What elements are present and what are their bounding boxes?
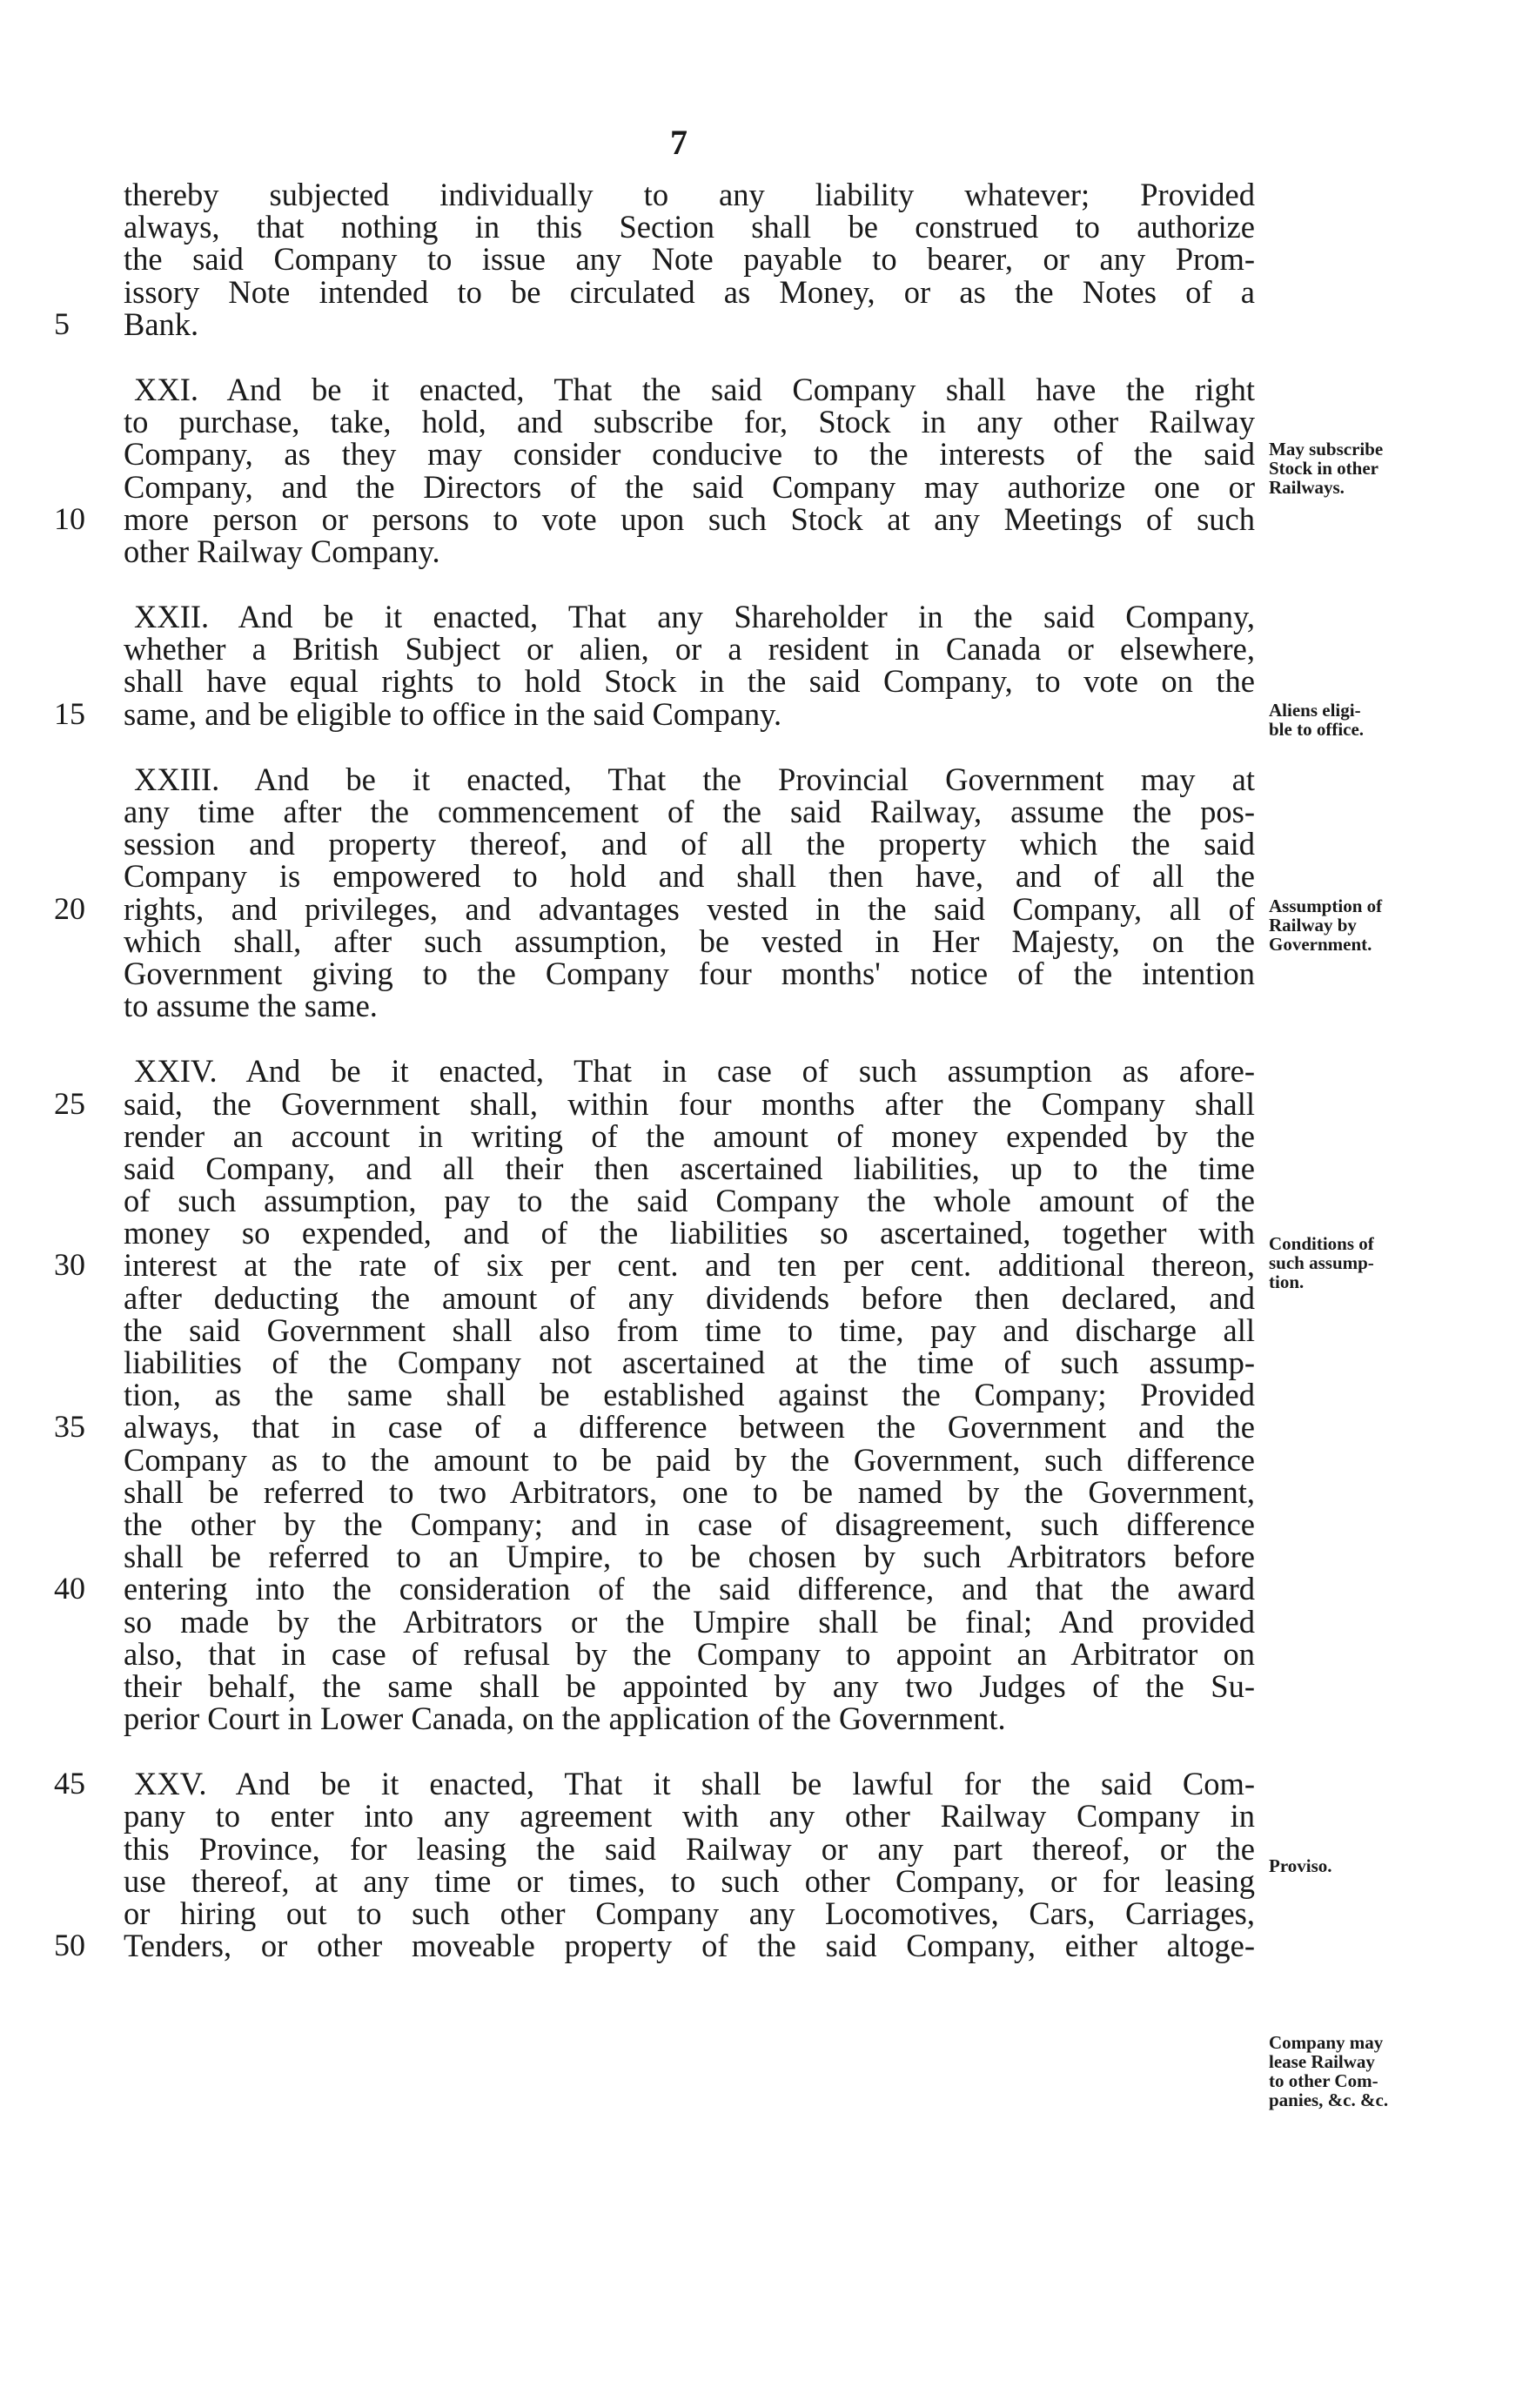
marginal-note-xxiv: Conditions of such assump- tion. <box>1269 1233 1374 1292</box>
marginal-note-xxiii: Assumption of Railway by Government. <box>1269 895 1383 955</box>
text-line: 35 always, that in case of a difference between the Government and the <box>54 1409 1255 1445</box>
section-xxi <box>54 371 1255 569</box>
text-line: the said Government shall also from time to time, pay and discharge all <box>124 1311 1255 1348</box>
text-line: shall be referred to an Umpire, to be chosen by such Arbitrators before <box>124 1539 1255 1575</box>
line-number: 15 <box>54 695 85 731</box>
text-line: 20 rights, and privileges, and advantages vested in the said Company, all of <box>54 890 1255 927</box>
line-number: 25 <box>54 1085 85 1121</box>
section-xxiv <box>54 1053 1255 1737</box>
text-line: also, that in case of refusal by the Company to appoint an Arbitrator on <box>124 1635 1255 1672</box>
section-continuation <box>54 177 1255 342</box>
text-line: 15 same, and be eligible to office in the said Company. <box>54 695 782 732</box>
text-line: any time after the commencement of the said Railway, assume the pos- <box>124 794 1255 829</box>
line-number: 10 <box>54 500 85 536</box>
text-line: Government giving to the Company four months' notice of the intention <box>124 955 1255 991</box>
text-line: Company, as they may consider conducive to the interests of the said <box>124 436 1255 473</box>
text-line: or hiring out to such other Company any Locomotives, Cars, Carriages, <box>124 1895 1255 1931</box>
text-line: after deducting the amount of any dividends before then declared, and <box>124 1279 1255 1316</box>
text-line: Company as to the amount to be paid by the Government, such difference <box>124 1441 1255 1478</box>
text-line: XXII. And be it enacted, That any Shareholder in the said Company, <box>134 599 1255 635</box>
text-line: shall be referred to two Arbitrators, one to be named by the Government, <box>124 1473 1255 1510</box>
section-xxii <box>54 599 1255 732</box>
text-line: perior Court in Lower Canada, on the application of the Government. <box>124 1700 1006 1737</box>
text-line: this Province, for leasing the said Railway or any part thereof, or the <box>124 1830 1255 1867</box>
text-line: of such assumption, pay to the said Company the whole amount of the <box>124 1183 1255 1219</box>
text-line: other Railway Company. <box>124 533 440 569</box>
body-text-column <box>54 177 1255 1964</box>
line-number: 40 <box>54 1571 85 1606</box>
text-line: 30 interest at the rate of six per cent. and ten per cent. additional thereon, <box>54 1247 1255 1284</box>
text-line: said Company, and all their then ascertained liabilities, up to the time <box>124 1150 1255 1186</box>
text-line: 45 XXV. And be it enacted, That it shall be lawful for the said Com- <box>54 1766 1255 1802</box>
text-line: the other by the Company; and in case of disagreement, such difference <box>124 1506 1255 1542</box>
text-line: always, that nothing in this Section shall be construed to authorize <box>124 209 1255 245</box>
text-line: so made by the Arbitrators or the Umpire shall be final; And provided <box>124 1603 1255 1640</box>
text-line: their behalf, the same shall be appointed by any two Judges of the Su- <box>124 1667 1255 1704</box>
section-xxv <box>54 1766 1255 1964</box>
line-number: 5 <box>54 305 70 341</box>
text-line: which shall, after such assumption, be vested in Her Majesty, on the <box>124 922 1255 959</box>
line-number: 20 <box>54 890 85 926</box>
text-line: XXI. And be it enacted, That the said Company shall have the right <box>134 371 1255 407</box>
text-line: pany to enter into any agreement with any other Railway Company in <box>124 1798 1255 1835</box>
line-number: 30 <box>54 1247 85 1283</box>
text-line: 25 said, the Government shall, within four months after the Company shall <box>54 1085 1255 1122</box>
text-line: Company, and the Directors of the said Company may authorize one or <box>124 468 1255 505</box>
text-line: XXIV. And be it enacted, That in case of such assumption as afore- <box>134 1053 1255 1090</box>
text-line: 40 entering into the consideration of the said difference, and that the award <box>54 1571 1255 1607</box>
text-line: XXIII. And be it enacted, That the Provincial Government may at <box>134 761 1255 797</box>
text-line: session and property thereof, and of all the property which the said <box>124 826 1255 862</box>
line-number: 50 <box>54 1928 85 1963</box>
text-line: whether a British Subject or alien, or a resident in Canada or elsewhere, <box>124 631 1255 667</box>
text-line: shall have equal rights to hold Stock in the said Company, to vote on the <box>124 663 1255 700</box>
text-line: money so expended, and of the liabilities so ascertained, together with <box>124 1215 1255 1251</box>
text-line: issory Note intended to be circulated as Money, or as the Notes of a <box>124 273 1255 310</box>
text-line: Company is empowered to hold and shall then have, and of all the <box>124 858 1255 895</box>
marginal-note-xxv: Company may lease Railway to other Com- panies, &c. &c. <box>1269 2032 1389 2110</box>
text-line: tion, as the same shall be established against the Company; Provided <box>124 1377 1255 1413</box>
text-line: use thereof, at any time or times, to such other Company, or for leasing <box>124 1862 1255 1899</box>
line-number: 35 <box>54 1409 85 1445</box>
text-line: 10 more person or persons to vote upon such Stock at any Meetings of such <box>54 500 1255 537</box>
text-line: to purchase, take, hold, and subscribe for, Stock in any other Railway <box>124 404 1255 440</box>
text-line: the said Company to issue any Note payable to bearer, or any Prom- <box>124 241 1255 278</box>
marginal-note-xxi: May subscribe Stock in other Railways. <box>1269 439 1384 498</box>
text-line: liabilities of the Company not ascertained at the time of such assump- <box>124 1345 1255 1380</box>
line-number: 45 <box>54 1766 85 1801</box>
marginal-note-proviso: Proviso. <box>1269 1855 1332 1876</box>
page-number: 7 <box>670 123 688 162</box>
text-line: thereby subjected individually to any liability whatever; Provided <box>124 177 1255 212</box>
marginal-note-xxii: Aliens eligi- ble to office. <box>1269 700 1365 740</box>
text-line: to assume the same. <box>124 988 378 1024</box>
section-xxiii <box>54 761 1255 1024</box>
text-line: render an account in writing of the amount of money expended by the <box>124 1117 1255 1154</box>
text-line: 5 Bank. <box>54 305 199 342</box>
text-line: 50 Tenders, or other moveable property of the said Company, either altoge- <box>54 1928 1255 1964</box>
